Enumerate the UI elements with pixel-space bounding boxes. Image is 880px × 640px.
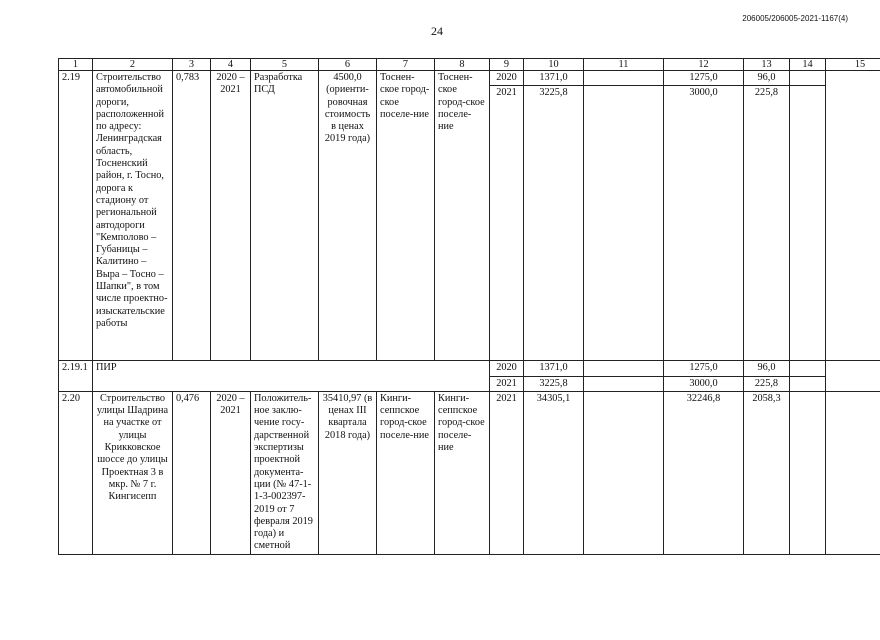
row-number: 2.20 [59,391,93,554]
col11-cell [584,361,664,376]
col11-cell [584,86,664,361]
document-id: 206005/206005-2021-1167(4) [742,14,848,23]
row-number: 2.19 [59,71,93,361]
year-cell: 2021 [490,376,524,391]
col14-cell [790,391,826,554]
col13-cell: 96,0 [744,71,790,86]
col-header-6: 6 [319,59,377,71]
customer: Кинги-сеппское город-ское поселе-ние [377,391,435,554]
year-cell: 2021 [490,86,524,361]
total-cell: 1371,0 [524,361,584,376]
total-cell: 1371,0 [524,71,584,86]
col15-cell [826,71,880,361]
col-header-10: 10 [524,59,584,71]
col-header-9: 9 [490,59,524,71]
column-number-row [59,59,880,71]
total-cell: 3225,8 [524,86,584,361]
col12-cell: 3000,0 [664,376,744,391]
col15-cell [826,361,880,392]
col12-cell: 1275,0 [664,361,744,376]
col13-cell: 96,0 [744,361,790,376]
object-name: Строительство автомобильной дороги, расположенной по адресу: Ленинградская область, Тосненский район, г. Тосно, дорога к стадиону от региональной автодороги "Кемполово – Губаницы – Калитино – Выра – Тосно – Шапки", в том числе проектно-изыскательские работы [93,71,173,361]
page-number: 24 [431,24,443,38]
col11-cell [584,376,664,391]
col-header-8: 8 [435,59,490,71]
col15-cell [826,391,880,554]
col13-cell: 225,8 [744,376,790,391]
col-header-12: 12 [664,59,744,71]
col12-cell: 3000,0 [664,86,744,361]
year-cell: 2020 [490,71,524,86]
stage: Разработка ПСД [251,71,319,361]
col-header-13: 13 [744,59,790,71]
length-km: 0,476 [173,391,211,554]
year-cell: 2020 [490,361,524,376]
col14-cell [790,376,826,391]
col-header-1: 1 [59,59,93,71]
col14-cell [790,361,826,376]
total-cell: 34305,1 [524,391,584,554]
col-header-4: 4 [211,59,251,71]
years: 2020 – 2021 [211,391,251,554]
table-row [59,391,880,554]
table-row [59,71,880,86]
col-header-11: 11 [584,59,664,71]
col14-cell [790,86,826,361]
stage: Положитель-ное заклю-чение госу-дарственной экспертизы проектной документа-ции (№ 47-1-1-3-002397-2019 от 7 февраля 2019 года) и сметной [251,391,319,554]
program-table [58,58,880,555]
col11-cell [584,391,664,554]
total-cell: 3225,8 [524,376,584,391]
row-number: 2.19.1 [59,361,93,392]
col-header-15: 15 [826,59,880,71]
col14-cell [790,71,826,86]
col-header-7: 7 [377,59,435,71]
col-header-5: 5 [251,59,319,71]
col-header-14: 14 [790,59,826,71]
year-cell: 2021 [490,391,524,554]
municipality: Тоснен-ское город-ское поселе-ние [435,71,490,361]
col-header-2: 2 [93,59,173,71]
col11-cell [584,71,664,86]
length-km: 0,783 [173,71,211,361]
customer: Тоснен-ское город-ское поселе-ние [377,71,435,361]
cost: 35410,97 (в ценах III квартала 2018 года) [319,391,377,554]
municipality: Кинги-сеппское город-ское поселе-ние [435,391,490,554]
table-row [59,361,880,376]
cost: 4500,0 (ориенти-ровочная стоимость в ценах 2019 года) [319,71,377,361]
years: 2020 – 2021 [211,71,251,361]
col12-cell: 32246,8 [664,391,744,554]
object-name: ПИР [93,361,490,392]
col-header-3: 3 [173,59,211,71]
col12-cell: 1275,0 [664,71,744,86]
col13-cell: 2058,3 [744,391,790,554]
object-name: Строительство улицы Шадрина на участке от улицы Крикковское шоссе до улицы Проектная 3 в мкр. № 7 г. Кингисепп [93,391,173,554]
col13-cell: 225,8 [744,86,790,361]
